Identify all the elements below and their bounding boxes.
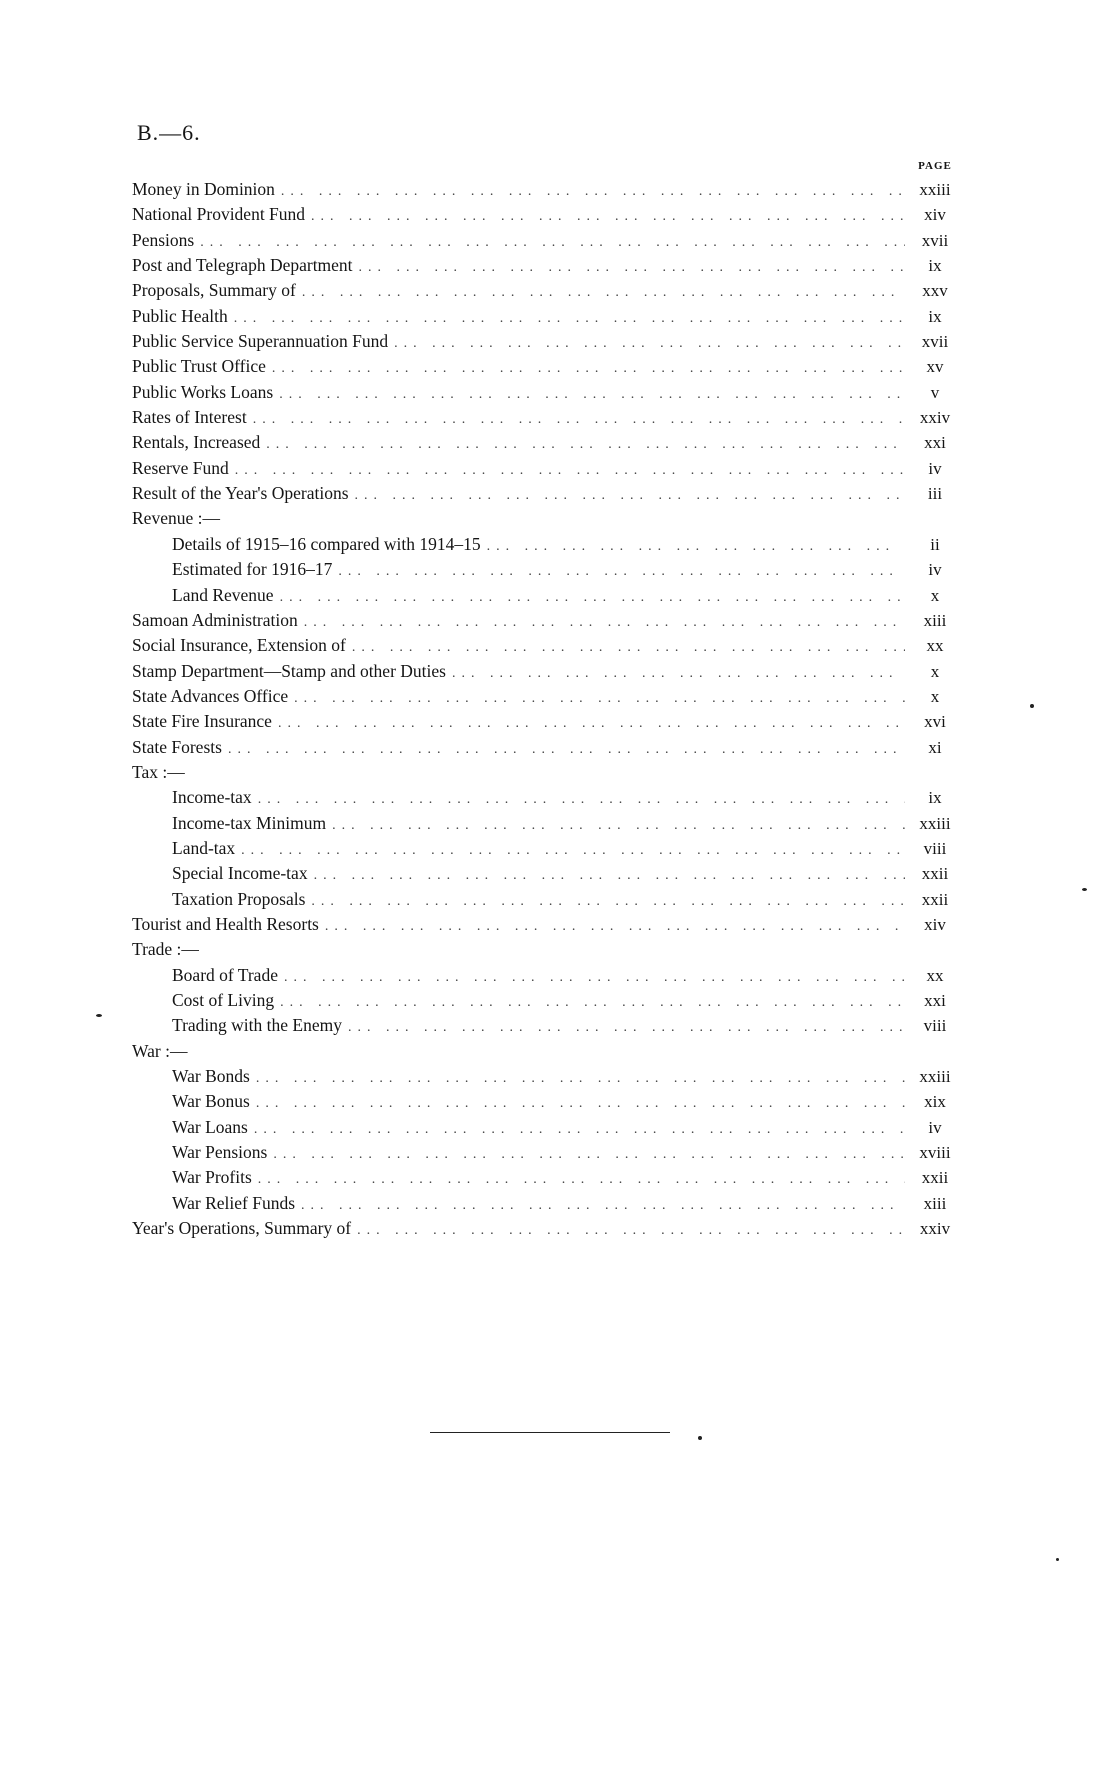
index-entry <box>132 456 965 481</box>
entry-label: Estimated for 1916–17 <box>172 559 333 580</box>
entry-label: War Loans <box>172 1116 248 1137</box>
index-heading <box>132 506 965 531</box>
entry-label: Pensions <box>132 229 195 250</box>
entry-page-number: xiii <box>923 610 947 630</box>
index-entry <box>132 1216 965 1241</box>
index-entry <box>132 329 965 354</box>
index-entry <box>132 430 965 455</box>
entry-page-number: ix <box>928 788 942 808</box>
dot-leader <box>394 331 905 356</box>
entry-label: Tax :— <box>132 761 185 782</box>
entry-page-number: iii <box>927 484 943 504</box>
dot-leader <box>332 813 905 838</box>
index-heading <box>132 937 965 962</box>
entry-label: Social Insurance, Extension of <box>132 635 346 656</box>
entry-page-number: xiv <box>924 205 946 225</box>
entry-label: Income-tax <box>172 787 252 808</box>
closing-rule <box>430 1432 670 1433</box>
entry-label: State Advances Office <box>132 685 289 706</box>
index-entry <box>132 202 965 227</box>
dot-leader <box>278 711 905 736</box>
index-entry <box>132 1115 965 1140</box>
index-entry <box>132 1089 965 1114</box>
entry-label: Taxation Proposals <box>172 888 306 909</box>
entry-page-number: xxiv <box>919 1219 951 1239</box>
entry-page-number: xxiii <box>919 813 951 833</box>
dot-leader <box>280 585 905 610</box>
dot-leader <box>253 407 905 432</box>
entry-page-number: xxii <box>921 889 949 909</box>
index-entry <box>132 177 965 202</box>
index-entry <box>132 532 965 557</box>
index-entry <box>132 380 965 405</box>
dot-leader <box>235 458 905 483</box>
index-entry <box>132 988 965 1013</box>
entry-page-number: x <box>930 686 940 706</box>
entry-page-number: xi <box>928 737 942 757</box>
entry-page-number: xxiii <box>919 1067 951 1087</box>
dot-leader <box>487 534 905 559</box>
entry-page-number: xx <box>926 636 944 656</box>
print-speck <box>96 1014 102 1017</box>
entry-page-number: xx <box>926 965 944 985</box>
entry-label: Public Trust Office <box>132 356 266 377</box>
entry-page-number: ix <box>928 256 942 276</box>
entry-label: Public Health <box>132 305 228 326</box>
index-entry <box>132 659 965 684</box>
entry-page-number: iv <box>928 560 942 580</box>
entry-page-number: xxiv <box>919 408 951 428</box>
entry-page-number: xxi <box>924 991 946 1010</box>
entry-page-number: v <box>930 382 940 402</box>
dot-leader <box>234 306 905 331</box>
entry-label: Details of 1915–16 compared with 1914–15 <box>172 533 481 554</box>
index-entry <box>132 963 965 988</box>
entry-page-number: xxii <box>921 864 949 884</box>
index-entry <box>132 557 965 582</box>
index-entry <box>132 278 965 303</box>
entry-label: Trade :— <box>132 939 199 960</box>
entry-label: Land Revenue <box>172 584 274 605</box>
entry-page-number: iv <box>928 458 942 478</box>
entry-label: Revenue :— <box>132 508 220 529</box>
entry-page-number: xiii <box>923 1193 947 1213</box>
index-entry <box>132 1064 965 1089</box>
print-speck <box>1082 888 1087 891</box>
index-heading <box>132 1039 965 1064</box>
dot-leader <box>273 1142 905 1167</box>
dot-leader <box>200 230 905 255</box>
index-entry <box>132 228 965 253</box>
index-entry <box>132 735 965 760</box>
dot-leader <box>280 990 905 1015</box>
dot-leader <box>266 432 905 457</box>
entry-page-number: xvii <box>921 332 949 352</box>
print-speck <box>1030 704 1034 708</box>
entry-label: Samoan Administration <box>132 609 298 630</box>
index-heading <box>132 760 965 785</box>
entry-label: War Pensions <box>172 1142 268 1163</box>
dot-leader <box>452 661 905 686</box>
index-entry <box>132 709 965 734</box>
print-speck <box>1056 1558 1059 1561</box>
dot-leader <box>311 204 905 229</box>
entry-label: State Fire Insurance <box>132 711 272 732</box>
dot-leader <box>338 559 905 584</box>
entry-label: War Profits <box>172 1167 252 1188</box>
dot-leader <box>241 838 905 863</box>
index-entry <box>132 583 965 608</box>
index-list <box>132 177 965 1241</box>
entry-label: Land-tax <box>172 837 236 858</box>
entry-label: Result of the Year's Operations <box>132 483 349 504</box>
index-entry <box>132 354 965 379</box>
entry-page-number: xvi <box>924 712 946 732</box>
dot-leader <box>228 737 905 762</box>
entry-label: Proposals, Summary of <box>132 280 296 301</box>
dot-leader <box>311 889 905 914</box>
dot-leader <box>314 863 905 888</box>
entry-label: Trading with the Enemy <box>172 1015 342 1036</box>
index-entry <box>132 887 965 912</box>
entry-page-number: xxv <box>922 281 948 301</box>
entry-page-number: iv <box>928 1117 942 1137</box>
index-entry <box>132 253 965 278</box>
index-entry <box>132 304 965 329</box>
entry-label: War :— <box>132 1040 188 1061</box>
entry-label: Public Works Loans <box>132 381 274 402</box>
index-entry <box>132 861 965 886</box>
page-column-label: PAGE <box>918 160 952 172</box>
dot-leader <box>281 179 905 204</box>
entry-page-number: xviii <box>919 1143 951 1163</box>
dot-leader <box>302 280 905 305</box>
entry-label: Rates of Interest <box>132 407 247 428</box>
index-entry <box>132 608 965 633</box>
index-entry <box>132 1165 965 1190</box>
entry-page-number: viii <box>923 838 947 858</box>
index-entry <box>132 1013 965 1038</box>
index-entry <box>132 1191 965 1216</box>
print-speck <box>698 1436 702 1440</box>
index-entry <box>132 633 965 658</box>
entry-label: Rentals, Increased <box>132 432 261 453</box>
index-entry <box>132 811 965 836</box>
index-entry <box>132 785 965 810</box>
index-entry <box>132 405 965 430</box>
entry-page-number: xxiii <box>919 180 951 199</box>
entry-page-number: x <box>930 661 940 681</box>
dot-leader <box>294 686 905 711</box>
entry-page-number: xix <box>924 1092 946 1112</box>
entry-label: Money in Dominion <box>132 179 275 199</box>
dot-leader <box>258 787 905 812</box>
index-entry <box>132 481 965 506</box>
entry-page-number: xxii <box>921 1168 949 1188</box>
entry-label: Income-tax Minimum <box>172 812 327 833</box>
entry-label: National Provident Fund <box>132 204 306 225</box>
dot-leader <box>254 1117 905 1142</box>
dot-leader <box>272 356 905 381</box>
dot-leader <box>348 1015 905 1040</box>
index-entry <box>132 836 965 861</box>
dot-leader <box>304 610 905 635</box>
entry-label: Reserve Fund <box>132 457 229 478</box>
entry-page-number: xvii <box>921 230 949 250</box>
entry-label: War Bonds <box>172 1066 250 1087</box>
entry-label: War Bonus <box>172 1091 250 1112</box>
dot-leader <box>352 635 905 660</box>
entry-label: Stamp Department—Stamp and other Duties <box>132 660 446 681</box>
entry-label: Year's Operations, Summary of <box>132 1218 352 1239</box>
dot-leader <box>301 1193 905 1218</box>
index-entry <box>132 912 965 937</box>
entry-page-number: xxi <box>924 433 946 453</box>
entry-label: State Forests <box>132 736 222 757</box>
entry-label: Tourist and Health Resorts <box>132 913 319 934</box>
dot-leader <box>357 1218 905 1243</box>
index-entry <box>132 684 965 709</box>
dot-leader <box>256 1066 905 1091</box>
dot-leader <box>279 382 905 407</box>
entry-page-number: x <box>930 585 940 605</box>
entry-label: War Relief Funds <box>172 1192 296 1213</box>
entry-label: Board of Trade <box>172 964 278 985</box>
dot-leader <box>256 1091 905 1116</box>
entry-page-number: viii <box>923 1016 947 1036</box>
dot-leader <box>355 483 905 508</box>
entry-page-number: xiv <box>924 914 946 934</box>
index-entry <box>132 1140 965 1165</box>
dot-leader <box>359 255 905 280</box>
page-reference: B.—6. <box>137 120 201 145</box>
entry-page-number: xv <box>926 357 944 377</box>
entry-label: Cost of Living <box>172 990 275 1010</box>
dot-leader <box>325 914 905 939</box>
dot-leader <box>258 1167 905 1192</box>
entry-label: Special Income-tax <box>172 863 308 884</box>
entry-label: Public Service Superannuation Fund <box>132 331 389 352</box>
entry-page-number: ii <box>930 534 940 554</box>
dot-leader <box>284 965 905 990</box>
entry-label: Post and Telegraph Department <box>132 255 353 276</box>
entry-page-number: ix <box>928 306 942 326</box>
